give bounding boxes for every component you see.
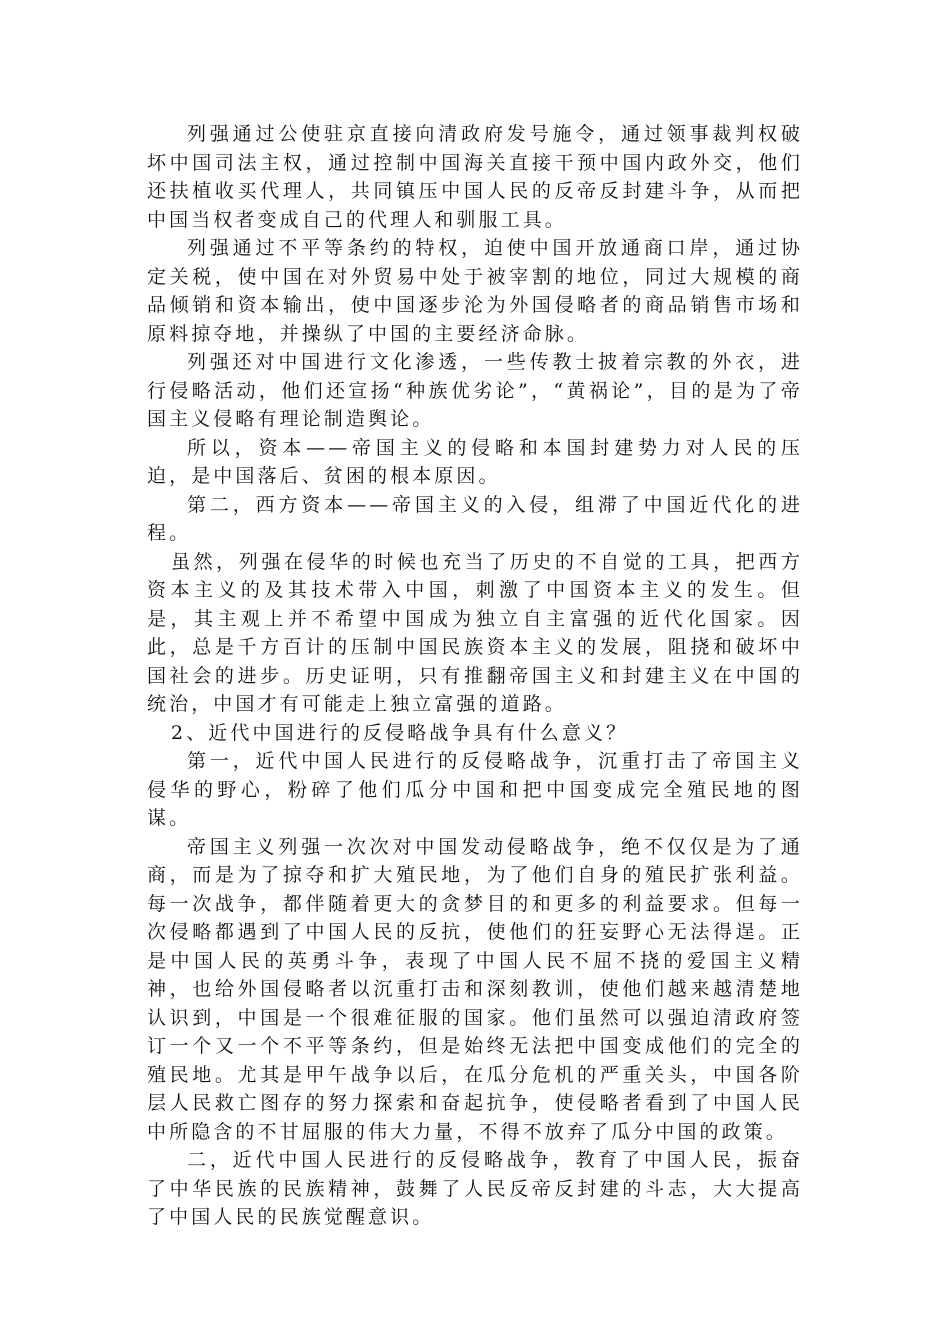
paragraph-modernization: 虽然，列强在侵华的时候也充当了历史的不自觉的工具，把西方资本主义的及其技术带入中国，刺激了中国资本主义的发生。但是，其主观上并不希望中国成为独立自主富强的近代化国家。因此，总是千方百计的压制中国民族资本主义的发展，阻挠和破坏中国社会的进步。历史证明，只有推翻帝国主义和封建主义在中国的统治，中国才有可能走上独立富强的道路。 — [147, 550, 803, 715]
question-heading: 2、近代中国进行的反侵略战争具有什么意义？ — [171, 721, 629, 744]
paragraph-political-control: 列强通过公使驻京直接向清政府发号施令，通过领事裁判权破坏中国司法主权，通过控制中国海关直接干预中国内政外交，他们还扶植收买代理人，共同镇压中国人民的反帝反封建斗争，从而把中国当权者变成自己的代理人和驯服工具。 — [147, 123, 803, 231]
paragraph-economic-control: 列强通过不平等条约的特权，迫使中国开放通商口岸，通过协定关税，使中国在对外贸易中处于被宰割的地位，同过大规模的商品倾销和资本输出，使中国逐步沦为外国侵略者的商品销售市场和原料掠夺地，并操纵了中国的主要经济命脉。 — [147, 237, 803, 345]
paragraph-second-point: 第二，西方资本——帝国主义的入侵，组滞了中国近代化的进程。 — [147, 493, 803, 544]
paragraph-second-significance: 二，近代中国人民进行的反侵略战争，教育了中国人民，振奋了中华民族的民族精神，鼓舞了人民反帝反封建的斗志，大大提高了中国人民的民族觉醒意识。 — [147, 1149, 803, 1228]
paragraph-imperialist-wars: 帝国主义列强一次次对中国发动侵略战争，绝不仅仅是为了通商，而是为了掠夺和扩大殖民地，为了他们自身的殖民扩张利益。每一次战争，都伴随着更大的贪梦目的和更多的利益要求。但每一次侵略都遇到了中国人民的反抗，使他们的狂妄野心无法得逞。正是中国人民的英勇斗争，表现了中国人民不屈不挠的爱国主义精神，也给外国侵略者以沉重打击和深刻教训，使他们越来越清楚地认识到，中国是一个很难征服的国家。他们虽然可以强迫清政府签订一个又一个不平等条约，但是始终无法把中国变成他们的完全的殖民地。尤其是甲午战争以后，在瓜分危机的严重关头，中国各阶层人民救亡图存的努力探索和奋起抗争，使侵略者看到了中国人民中所隐含的不甘屈服的伟大力量，不得不放弃了瓜分中国的政策。 — [147, 835, 803, 1143]
document-body — [147, 120, 803, 1232]
paragraph-root-cause: 所以，资本——帝国主义的侵略和本国封建势力对人民的压迫，是中国落后、贫困的根本原因。 — [147, 436, 803, 487]
paragraph-cultural-infiltration: 列强还对中国进行文化渗透，一些传教士披着宗教的外衣，进行侵略活动，他们还宣扬“种族优劣论”，“黄祸论”，目的是为了帝国主义侵略有理论制造舆论。 — [147, 351, 803, 430]
paragraph-first-significance: 第一，近代中国人民进行的反侵略战争，沉重打击了帝国主义侵华的野心，粉碎了他们瓜分中国和把中国变成完全殖民地的图谋。 — [147, 750, 803, 829]
